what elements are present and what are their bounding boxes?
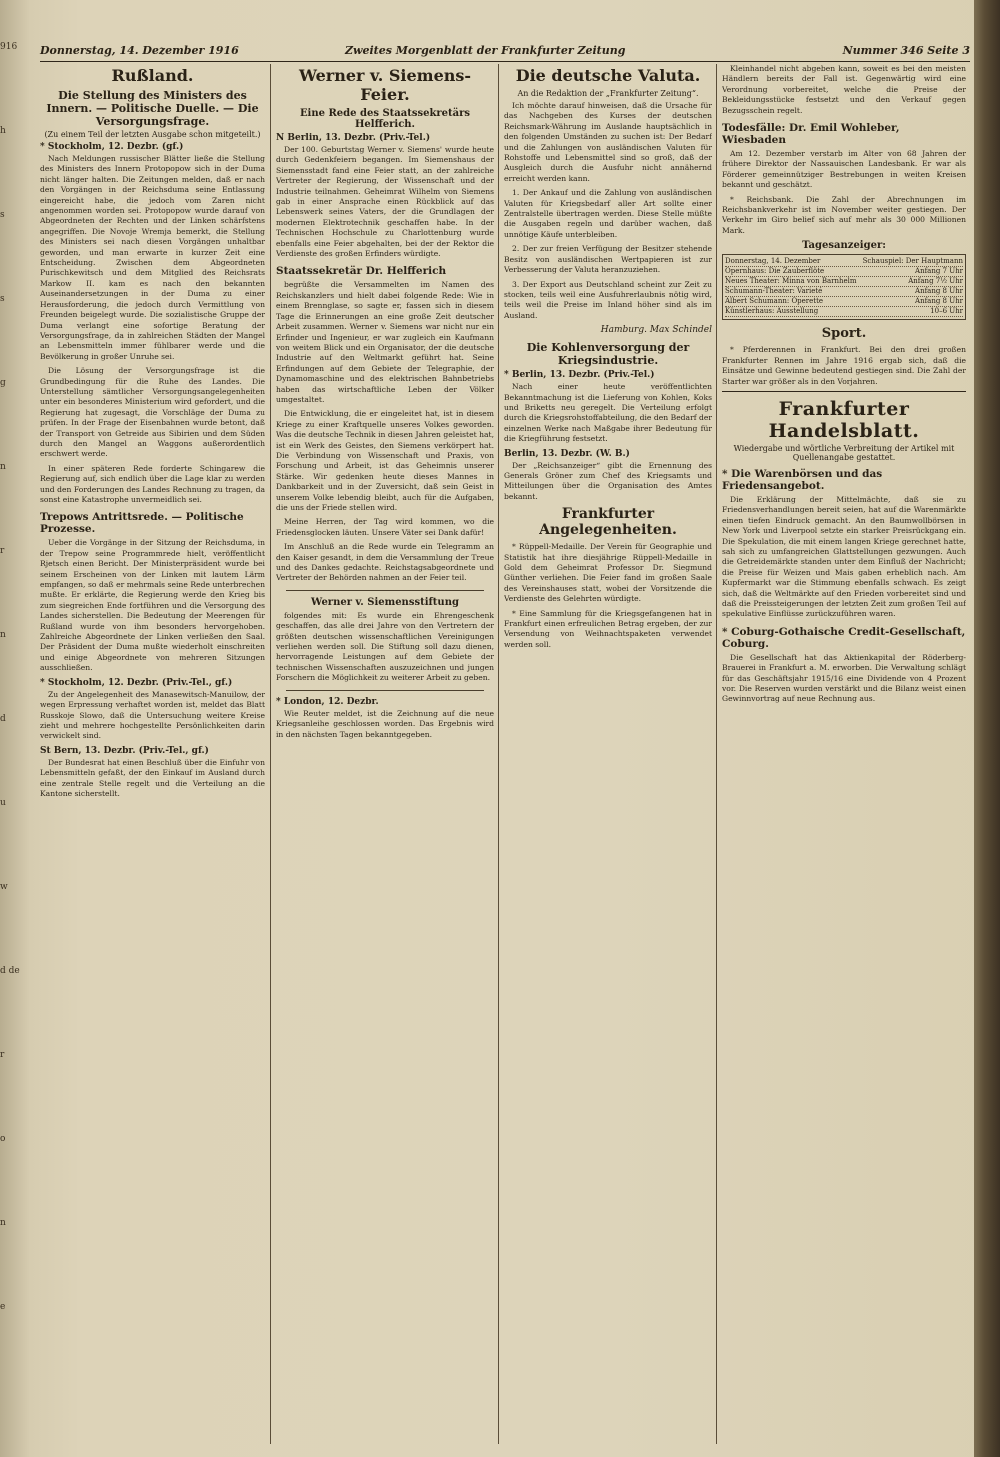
dateline: * London, 12. Dezbr.: [276, 696, 379, 707]
listing-row: [725, 297, 963, 307]
article-title: Die deutsche Valuta.: [515, 66, 701, 85]
listing-cell: Neues Theater: Minna von Barnhelm: [725, 277, 857, 286]
paragraph: In einer späteren Rede forderte Schingarew die Regierung auf, sich endlich über die Lage klar zu werden und den Forderungen des Landes Rechnung zu tragen, da sonst eine Katastrophe unvermeidlich sei.: [40, 463, 265, 504]
article-divider: [286, 590, 484, 591]
column-divider: [270, 64, 271, 1444]
section-heading: Todesfälle: Dr. Emil Wohleber, Wiesbaden: [722, 122, 900, 147]
header-edition: Zweites Morgenblatt der Frankfurter Zeitung: [345, 44, 626, 57]
paragraph: 1. Der Ankauf und die Zahlung von ausländischen Valuten für Kriegsbedarf aller Art sollte einer Zentralstelle übertragen werden. Diese Stelle müßte die Ausgaben regeln und darüber wachen, daß unnötige Käufe unterbleiben.: [504, 188, 712, 239]
dateline: * Berlin, 13. Dezbr. (Priv.-Tel.): [504, 370, 655, 381]
article-subtitle: Die Stellung des Ministers des Innern. — Politische Duelle. — Die Versorgungsfrage.: [46, 89, 259, 128]
paragraph: * Reichsbank. Die Zahl der Abrechnungen im Reichsbankverkehr ist im November weiter gestiegen. Der Verkehr im Giro belief sich auf mehr als 30 000 Millionen Mark.: [722, 194, 966, 235]
section-rule: [722, 391, 966, 392]
listing-row: [725, 307, 963, 317]
listing-cell: Anfang 7½ Uhr: [908, 277, 963, 286]
paragraph: 3. Der Export aus Deutschland scheint zur Zeit zu stocken, teils weil eine Ausfuhrerlaubnis nötig wird, teils weil die Preise im Inland höher sind als im Ausland.: [504, 279, 712, 320]
edge-fragment: u: [0, 798, 6, 808]
section-heading: Frankfurter Angelegenheiten.: [539, 506, 677, 539]
column-russia: [40, 64, 265, 1444]
column-siemens: [276, 64, 494, 1444]
article-note: An die Redaktion der „Frankfurter Zeitung“.: [517, 89, 699, 98]
listings-table: [722, 254, 966, 320]
header-page-number: Nummer 346 Seite 3: [842, 44, 970, 57]
section-heading: Werner v. Siemensstiftung: [311, 596, 459, 608]
article-divider: [286, 690, 484, 691]
listing-cell: Donnerstag, 14. Dezember: [725, 257, 821, 266]
paragraph: Die Erklärung der Mittelmächte, daß sie zu Friedensverhandlungen bereit seien, hat auf die Warenmärkte einen tiefen Eindruck gemacht. An den Baumwollbörsen in New York und Liverpool setzte ein starker Preisrückgang ein. Die Spekulation, die mit einem langen Kriege gerechnet hatte, sah sich zu umfangreichen Glattstellungen gezwungen. Auch die Getreidemärkte standen unter dem Einfluß der Nachricht; die Preise für Weizen und Mais gaben erheblich nach. Am Kupfermarkt war die Stimmung ebenfalls schwach. Es zeigt sich, daß die Weltmärkte auf den Frieden vorbereitet sind und daß die Preissteigerungen der letzten Zeit zum großen Teil auf spekulative Einflüsse zurückzuführen waren.: [722, 494, 966, 619]
article-subtitle: Eine Rede des Staatssekretärs Helfferich.: [299, 108, 471, 130]
column-divider: [498, 64, 499, 1444]
dateline: * Stockholm, 12. Dezbr. (Priv.-Tel., gf.): [40, 677, 233, 688]
edge-fragment: 916: [0, 42, 18, 52]
column-divider: [716, 64, 717, 1444]
edge-fragment: s: [0, 210, 5, 220]
paragraph: Am 12. Dezember verstarb im Alter von 68 Jahren der frühere Direktor der Nassauischen Landesbank. Er war als Förderer gemeinnütziger Bestrebungen in weiten Kreisen bekannt und geschätzt.: [722, 149, 966, 190]
paragraph: Im Anschluß an die Rede wurde ein Telegramm an den Kaiser gesandt, in dem die Versammlung der Treue und des Dankes gedachte. Reichstagsabgeordnete und Vertreter der Behörden nahmen an der Feier teil.: [276, 542, 494, 583]
header-rule: [40, 61, 970, 62]
paragraph: Der Bundesrat hat einen Beschluß über die Einfuhr von Lebensmitteln gefaßt, der den Einkauf im Ausland durch eine zentrale Stelle regelt und die Verteilung an die Kantone sicherstellt.: [40, 757, 265, 798]
listing-row: [725, 277, 963, 287]
edge-fragment: n: [0, 462, 6, 472]
listing-cell: Künstlerhaus: Ausstellung: [725, 307, 819, 316]
listing-row: [725, 257, 963, 267]
edge-fragment: d: [0, 714, 6, 724]
book-binding: [974, 0, 1000, 1457]
dateline: * Stockholm, 12. Dezbr. (gf.): [40, 142, 184, 152]
article-title: Rußland.: [111, 66, 194, 85]
section-heading: Staatssekretär Dr. Helfferich: [276, 265, 447, 278]
edge-fragment: r: [0, 546, 5, 556]
listing-row: [725, 267, 963, 277]
paragraph: Die Lösung der Versorgungsfrage ist die Grundbedingung für die Ruhe des Landes. Die Unterstellung sämtlicher Versorgungsangelegenheiten unter ein besonderes Ministerium wird gefordert, und die Regierung hat zugesagt, die Vorschläge der Duma zu prüfen. In der Frage der Eisenbahnen wurde betont, daß der Transport von Getreide aus Sibirien und dem Süden durch den Mangel an Waggons außerordentlich erschwert werde.: [40, 366, 265, 459]
listing-cell: Anfang 7 Uhr: [915, 267, 963, 276]
listing-cell: Anfang 8 Uhr: [915, 287, 963, 296]
paragraph: Kleinhandel nicht abgeben kann, soweit es bei den meisten Händlern bereits der Fall ist. Gegenwärtig wird eine Verordnung vorbereitet, welche die Preise der Bekleidungsstücke festsetzt und den Verkauf gegen Bezugsschein regelt.: [722, 64, 966, 115]
paragraph: Der 100. Geburtstag Werner v. Siemens' wurde heute durch Gedenkfeiern begangen. Im Siemenshaus der Siemensstadt fand eine Feier statt, an der zahlreiche Vertreter der Regierung, der Wissenschaft und der Industrie teilnahmen. Geheimrat Wilhelm von Siemens gab in einer Ansprache einen Rückblick auf das Lebenswerk seines Vaters, der die Grundlagen der modernen Elektrotechnik geschaffen habe. In der Technischen Hochschule zu Charlottenburg wurde ebenfalls eine Feier abgehalten, bei der der Rektor die Verdienste des großen Erfinders würdigte.: [276, 145, 494, 259]
article-note: (Zu einem Teil der letzten Ausgabe schon mitgeteilt.): [44, 130, 261, 139]
listing-row: [725, 287, 963, 297]
paragraph: Nach einer heute veröffentlichten Bekanntmachung ist die Lieferung von Kohlen, Koks und Briketts neu geregelt. Die Verteilung erfolgt durch die Kriegsrohstoffabteilung, die den Bedarf der einzelnen Werke nach Maßgabe ihrer Bedeutung für die Kriegführung festsetzt.: [504, 382, 712, 444]
signature: Hamburg. Max Schindel: [600, 325, 712, 336]
paragraph: Die Entwicklung, die er eingeleitet hat, ist in diesem Kriege zu einer Kraftquelle unseres Volkes geworden. Was die deutsche Technik in diesen Jahren geleistet hat, ist ein Werk des Geistes, den Siemens verkörpert hat. Die Verbindung von Wissenschaft und Praxis, von Forschung und Arbeit, ist das Geheimnis unserer Stärke. Wir gedenken heute dieses Mannes in Dankbarkeit und in der Zuversicht, daß sein Geist in unserem Volke lebendig bleibt, auch für die Aufgaben, die uns der Friede stellen wird.: [276, 409, 494, 512]
dateline: St Bern, 13. Dezbr. (Priv.-Tel., gf.): [40, 745, 209, 756]
trade-masthead: Frankfurter Handelsblatt.: [768, 397, 920, 442]
paragraph: Meine Herren, der Tag wird kommen, wo die Friedensglocken läuten. Unsere Väter sei Dank dafür!: [276, 517, 494, 537]
listing-cell: 10–6 Uhr: [930, 307, 963, 316]
listing-cell: Anfang 8 Uhr: [915, 297, 963, 306]
edge-fragment: h: [0, 126, 6, 136]
article-title: Werner v. Siemens-Feier.: [298, 66, 472, 104]
paragraph: Ueber die Vorgänge in der Sitzung der Reichsduma, in der Trepow seine Programmrede hielt, veröffentlicht Rjetsch einen Bericht. Der Ministerpräsident wurde bei seinem Erscheinen von der Linken mit lautem Lärm empfangen, so daß er mehrmals seine Rede unterbrechen mußte. Er erklärte, die Regierung werde den Krieg bis zum siegreichen Ende fortführen und die Versorgung des Landes sicherstellen. Die Bedeutung der Meerengen für Rußland wurde von ihm besonders hervorgehoben. Zahlreiche Abgeordnete der Linken verließen den Saal. Der Präsident der Duma mußte wiederholt einschreiten und einige Abgeordnete von mehreren Sitzungen ausschließen.: [40, 538, 265, 673]
listing-cell: Opernhaus: Die Zauberflöte: [725, 267, 825, 276]
edge-fragment: g: [0, 378, 6, 388]
paragraph: Der „Reichsanzeiger“ gibt die Ernennung des Generals Gröner zum Chef des Kriegsamts und Mitteilungen über die Organisation des Amtes bekannt.: [504, 460, 712, 501]
listing-cell: Schauspiel: Der Hauptmann: [862, 257, 963, 266]
paragraph: * Eine Sammlung für die Kriegsgefangenen hat in Frankfurt einen erfreulichen Betrag ergeben, der zur Versendung von Weihnachtspaketen verwendet werden soll.: [504, 608, 712, 649]
paragraph: 2. Der zur freien Verfügung der Besitzer stehende Besitz von ausländischen Wertpapieren ist zur Verbesserung der Valuta heranzuziehen.: [504, 244, 712, 275]
dateline: Berlin, 13. Dezbr. (W. B.): [504, 448, 630, 459]
listing-cell: Albert Schumann: Operette: [725, 297, 824, 306]
edge-fragment: e: [0, 1302, 6, 1312]
dateline: N Berlin, 13. Dezbr. (Priv.-Tel.): [276, 133, 431, 143]
paragraph: Nach Meldungen russischer Blätter ließe die Stellung des Ministers des Innern Protopopow sich in der Duma nicht länger halten. Die Zeitungen melden, daß er nach den Vorgängen in der Reichsduma seine Entlassung eingereicht habe, die jedoch vom Zaren nicht angenommen worden sei. Protopopow wurde darauf von Abgeordneten der Rechten und der Linken schärfstens angegriffen. Die Novoje Wremja bemerkt, die Stellung des Ministers sei nach diesen Vorgängen unhaltbar geworden, und man erwarte in kurzer Zeit eine Entscheidung. Zwischen dem Abgeordneten Purischkewitsch und dem Mitglied des Reichsrats Markow II. kam es nach den bekannten Auseinandersetzungen in der Duma zu einer Herausforderung, die jedoch durch Vermittlung von Freunden beigelegt wurde. Die sozialistische Gruppe der Duma verlangt eine sofortige Beratung der Versorgungsfrage, da in zahlreichen Städten der Mangel an Lebensmitteln immer fühlbarer werde und die Bevölkerung in großer Unruhe sei.: [40, 154, 265, 361]
paragraph: * Rüppell-Medaille. Der Verein für Geographie und Statistik hat ihre diesjährige Rüppell-Medaille in Gold dem Geheimrat Professor Dr. Siegmund Günther verliehen. Die Feier fand im großen Saale des Vereinshauses statt, wobei der Vorsitzende die Verdienste des Gelehrten würdigte.: [504, 542, 712, 604]
edge-fragment: d de: [0, 966, 20, 976]
page-header: [40, 44, 970, 60]
column-valuta: [504, 64, 712, 1444]
paragraph: * Pferderennen in Frankfurt. Bei den drei großen Frankfurter Rennen im Jahre 1916 ergab sich, daß die Einsätze und Gewinne bedeutend gestiegen sind. Die Zahl der Starter war größer als in den Vorjahren.: [722, 345, 966, 386]
edge-fragment: n: [0, 630, 6, 640]
edge-fragment: o: [0, 1134, 6, 1144]
paragraph: Die Gesellschaft hat das Aktienkapital der Röderberg-Brauerei in Frankfurt a. M. erworben. Die Verwaltung schlägt für das Geschäftsjahr 1915/16 eine Dividende von 4 Prozent vor. Die Reserven wurden verstärkt und die Bilanz weist einen Gewinnvortrag auf neue Rechnung aus.: [722, 652, 966, 704]
masthead-note: Wiedergabe und wörtliche Verbreitung der Artikel mit Quellenangabe gestattet.: [733, 443, 955, 462]
adjacent-page-edge: [0, 40, 30, 1450]
section-heading: Die Kohlenversorgung der Kriegsindustrie.: [526, 341, 690, 368]
section-heading: * Die Warenbörsen und das Friedensangebot.: [722, 467, 883, 492]
paragraph: Ich möchte darauf hinweisen, daß die Ursache für das Nachgeben des Kurses der deutschen Reichsmark-Währung im Auslande hauptsächlich in den folgenden Umständen zu suchen ist: Der Bedarf und die Zahlungen von ausländischen Valuten für Rohstoffe und Lebensmittel sind so groß, daß der Ausgleich durch die Ausfuhr nicht annähernd erreicht werden kann.: [504, 101, 712, 183]
edge-fragment: r: [0, 1050, 5, 1060]
paragraph: Wie Reuter meldet, ist die Zeichnung auf die neue Kriegsanleihe geschlossen worden. Das Ergebnis wird in den nächsten Tagen bekanntgegeben.: [276, 708, 494, 739]
paragraph: begrüßte die Versammelten im Namen des Reichskanzlers und hielt dabei folgende Rede: Wie in einem Brennglase, so sagte er, fassen sich in diesem Tage die Erinnerungen an eine große Zeit deutscher Arbeit zusammen. Werner v. Siemens war nicht nur ein Erfinder und Ingenieur, er war zugleich ein Kaufmann von weitem Blick und ein Organisator, der die deutsche Industrie auf den Weltmarkt geführt hat. Seine Erfindungen auf dem Gebiete der Telegraphie, der Dynamomaschine und des elektrischen Bahnbetriebs haben das wirtschaftliche Leben der Völker umgestaltet.: [276, 280, 494, 404]
paragraph: Zu der Angelegenheit des Manasewitsch-Manuilow, der wegen Erpressung verhaftet worden ist, meldet das Blatt Russkoje Slowo, daß die Untersuchung weitere Kreise zieht und mehrere hochgestellte Persönlichkeiten darin verwickelt sind.: [40, 689, 265, 741]
edge-fragment: n: [0, 1218, 6, 1228]
edge-fragment: w: [0, 882, 8, 892]
column-commerce: [722, 64, 966, 1444]
header-date: Donnerstag, 14. Dezember 1916: [40, 44, 239, 57]
edge-fragment: s: [0, 294, 5, 304]
listing-cell: Schumann-Theater: Varieté: [725, 287, 823, 296]
paragraph: folgendes mit: Es wurde ein Ehrengeschenk geschaffen, das alle drei Jahre von den Vertretern der größten deutschen wissenschaftlichen Vereinigungen verliehen werden soll. Die Stiftung soll dazu dienen, hervorragende Leistungen auf dem Gebiete der technischen Wissenschaften auszuzeichnen und jungen Forschern die Möglichkeit zu weiterer Arbeit zu geben.: [276, 610, 494, 683]
section-heading: Sport.: [821, 326, 867, 342]
section-heading: * Coburg-Gothaische Credit-Gesellschaft, Coburg.: [722, 625, 966, 650]
section-heading: Trepows Antrittsrede. — Politische Prozesse.: [40, 511, 244, 536]
section-heading: Tagesanzeiger:: [802, 240, 886, 252]
